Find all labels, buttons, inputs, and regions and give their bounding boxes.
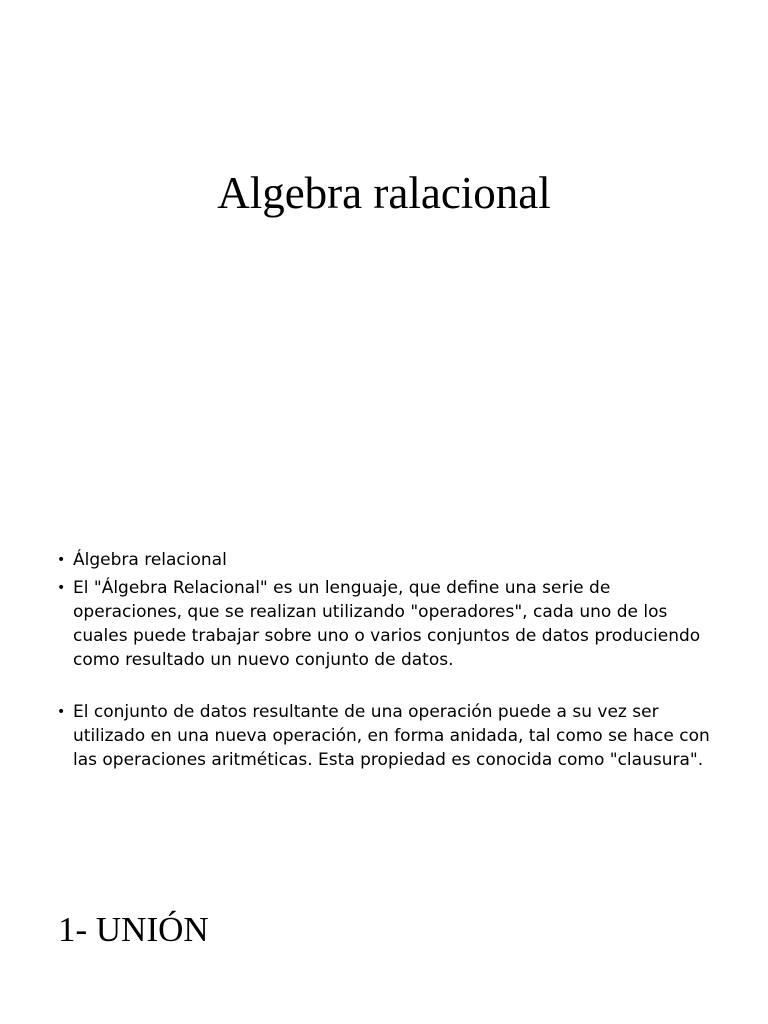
- list-item: [57, 548, 717, 572]
- bullet-text: El conjunto de datos resultante de una operación puede a su vez ser utilizado en una nueva operación, en forma anidada, tal como se hace con las operaciones aritméticas. Esta propiedad es conocida como "clausura".: [73, 702, 710, 770]
- list-item: [57, 700, 717, 772]
- bullet-icon: •: [57, 704, 66, 720]
- bullet-icon: •: [57, 580, 66, 596]
- bullet-text: Álgebra relacional: [73, 550, 227, 570]
- section-heading: 1- UNIÓN: [58, 910, 209, 949]
- bullet-text: El "Álgebra Relacional" es un lenguaje, que define una serie de operaciones, que se realizan utilizando "operadores", cada uno de los cuales puede trabajar sobre uno o varios conjuntos de datos produciendo como resultado un nuevo conjunto de datos.: [73, 578, 701, 670]
- slide-title: Algebra ralacional: [217, 168, 551, 218]
- bullet-list: [57, 548, 717, 772]
- list-item: [57, 576, 717, 672]
- bullet-icon: •: [57, 552, 66, 568]
